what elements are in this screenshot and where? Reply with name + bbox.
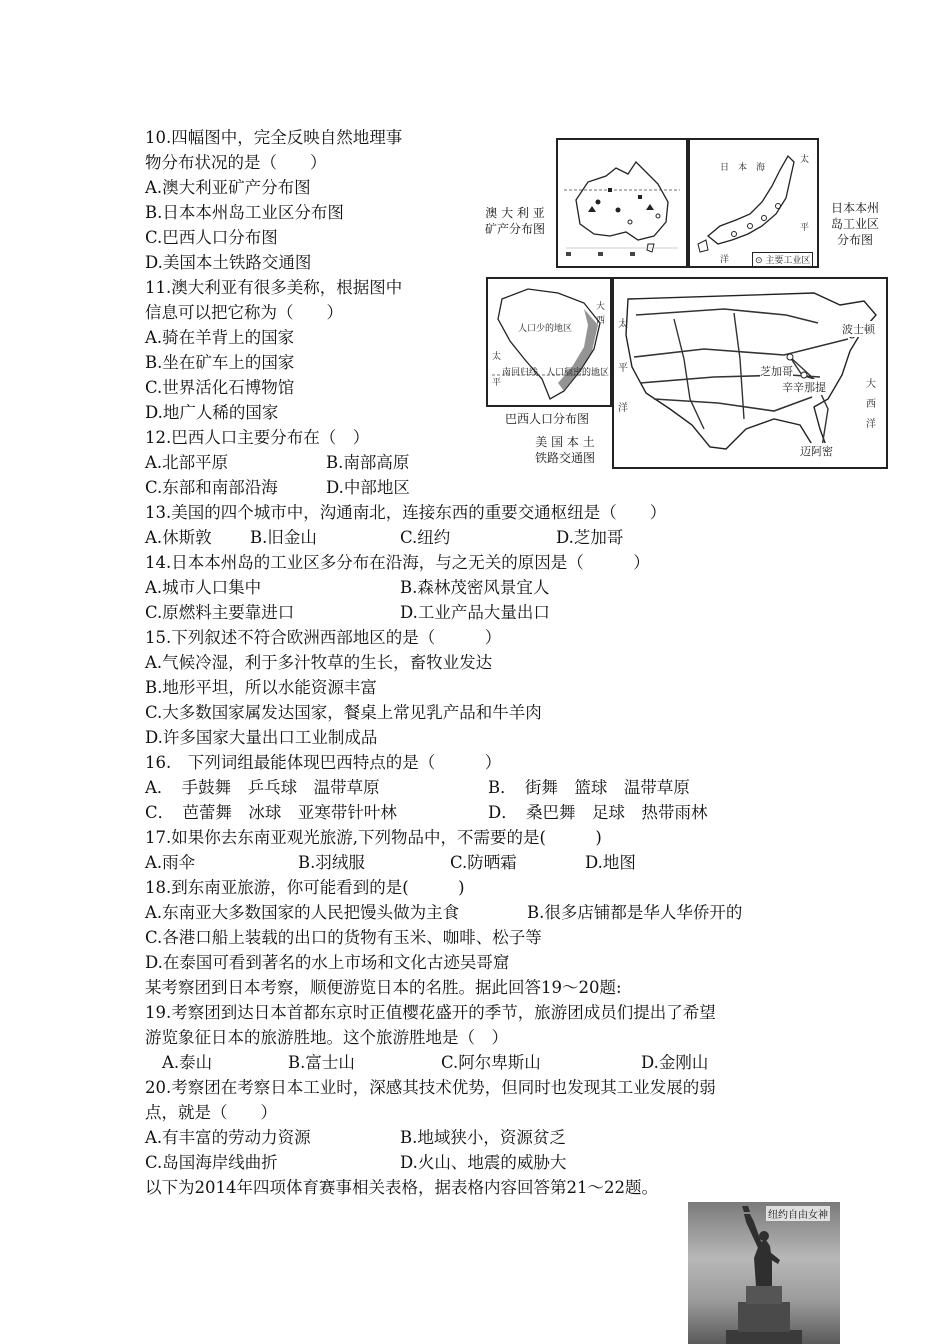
brazil-pacific-label-ping: 平 xyxy=(492,378,502,388)
q13-option-b: B.旧金山 xyxy=(250,528,317,547)
usa-atlantic-label-da: 大 xyxy=(866,379,876,390)
q10-stem-line2: 物分布状况的是（ ） xyxy=(145,153,327,172)
statue-silhouette-svg xyxy=(688,1202,840,1344)
q19-stem-line1: 19.考察团到达日本首都东京时正值樱花盛开的季节，旅游团成员们提出了希望 xyxy=(145,1003,716,1022)
q16-option-c: C． 芭蕾舞 冰球 亚寒带针叶林 xyxy=(145,803,397,822)
q17-option-c: C.防晒霜 xyxy=(450,853,517,872)
brazil-outline-svg xyxy=(488,279,610,405)
australia-map-caption: 澳 大 利 亚 矿产分布图 xyxy=(484,206,545,236)
q15-option-c: C.大多数国家属发达国家，餐桌上常见乳产品和牛羊肉 xyxy=(145,703,542,722)
q14-option-a: A.城市人口集中 xyxy=(145,578,262,597)
q19-option-b: B.富士山 xyxy=(288,1053,355,1072)
q11-stem-line1: 11.澳大利亚有很多美称，根据图中 xyxy=(145,278,403,297)
brazil-atlantic-label-xi: 西 xyxy=(596,316,606,326)
usa-map-caption: 美 国 本 土 铁路交通图 xyxy=(534,435,595,465)
q15-stem: 15.下列叙述不符合欧洲西部地区的是（ ） xyxy=(145,628,502,647)
q15-option-d: D.许多国家大量出口工业制成品 xyxy=(145,728,378,747)
q12-stem: 12.巴西人口主要分布在（ ） xyxy=(145,428,370,447)
q11-option-c: C.世界活化石博物馆 xyxy=(145,378,295,397)
japan-map-caption: 日本本州 岛工业区 分布图 xyxy=(830,201,879,247)
japan-legend: ⊙ 主要工业区 xyxy=(752,252,813,267)
q11-stem-line2: 信息可以把它称为（ ） xyxy=(145,303,343,322)
q14-option-b: B.森林茂密风景宜人 xyxy=(400,578,550,597)
q13-option-a: A.休斯敦 xyxy=(145,528,212,547)
q15-option-a: A.气候冷湿，利于多汁牧草的生长，畜牧业发达 xyxy=(145,653,493,672)
q10-option-c: C.巴西人口分布图 xyxy=(145,228,278,247)
usa-atlantic-label-yang: 洋 xyxy=(866,419,876,430)
q19-stem-line2: 游览象征日本的旅游胜地。这个旅游胜地是（ ） xyxy=(145,1028,508,1047)
q10-stem-line1: 10.四幅图中，完全反映自然地理事 xyxy=(145,128,403,147)
q18-option-a: A.东南亚大多数国家的人民把馒头做为主食 xyxy=(145,903,460,922)
q15-option-b: B.地形平坦，所以水能资源丰富 xyxy=(145,678,377,697)
usa-chicago-label: 芝加哥 xyxy=(760,365,793,378)
q19-option-d: D.金刚山 xyxy=(641,1053,709,1072)
q11-option-b: B.坐在矿车上的国家 xyxy=(145,353,295,372)
q12-option-a: A.北部平原 xyxy=(145,453,229,472)
q17-stem: 17.如果你去东南亚观光旅游,下列物品中，不需要的是( ) xyxy=(145,828,602,847)
brazil-population-map xyxy=(486,277,612,407)
q16-stem: 16. 下列词组最能体现巴西特点的是（ ） xyxy=(145,753,502,772)
brazil-atlantic-label-da: 大 xyxy=(596,302,606,312)
q14-stem: 14.日本本州岛的工业区多分布在沿海，与之无关的原因是（ ） xyxy=(145,553,650,572)
usa-atlantic-label-xi: 西 xyxy=(866,399,876,410)
japan-industry-map xyxy=(688,138,819,268)
q19-20-intro: 某考察团到日本考察，顺便游览日本的名胜。据此回答19～20题: xyxy=(145,978,622,997)
brazil-sparse-label: 人口少的地区 xyxy=(518,324,573,334)
usa-cincinnati-label: 辛辛那提 xyxy=(782,381,826,394)
q13-option-c: C.纽约 xyxy=(400,528,451,547)
photo-caption: 纽约自由女神 xyxy=(766,1206,830,1221)
q17-option-a: A.雨伞 xyxy=(145,853,196,872)
brazil-tropic-label: 南回归线 xyxy=(502,368,539,378)
q14-option-d: D.工业产品大量出口 xyxy=(400,603,550,622)
japan-pacific-label-tai: 太 xyxy=(800,155,810,165)
q18-stem: 18.到东南亚旅游，你可能看到的是( ) xyxy=(145,878,465,897)
q13-option-d: D.芝加哥 xyxy=(556,528,624,547)
q16-option-a: A． 手鼓舞 乒乓球 温带草原 xyxy=(145,778,380,797)
usa-miami-label: 迈阿密 xyxy=(800,445,833,458)
usa-railway-map xyxy=(612,277,888,469)
q11-option-a: A.骑在羊背上的国家 xyxy=(145,328,295,347)
japan-pacific-label-yang: 洋 xyxy=(720,255,730,265)
q12-option-b: B.南部高原 xyxy=(326,453,410,472)
australia-outline-svg xyxy=(558,140,686,266)
australia-mineral-map xyxy=(556,138,688,268)
brazil-map-caption: 巴西人口分布图 xyxy=(505,412,590,426)
usa-pacific-label-ping: 平 xyxy=(618,363,628,374)
q12-option-d: D.中部地区 xyxy=(326,478,410,497)
q20-option-c: C.岛国海岸线曲折 xyxy=(145,1153,278,1172)
q17-option-b: B.羽绒服 xyxy=(298,853,365,872)
japan-outline-svg xyxy=(690,140,817,266)
q18-option-b: B.很多店铺都是华人华侨开的 xyxy=(527,903,743,922)
q10-option-d: D.美国本土铁路交通图 xyxy=(145,253,312,272)
usa-outline-svg xyxy=(614,279,886,467)
japan-sea-label: 日 本 海 xyxy=(720,163,766,173)
q19-option-c: C.阿尔卑斯山 xyxy=(441,1053,541,1072)
usa-pacific-label-tai: 太 xyxy=(618,319,628,330)
q18-option-c: C.各港口船上装载的出口的货物有玉米、咖啡、松子等 xyxy=(145,928,542,947)
q13-stem: 13.美国的四个城市中，沟通南北，连接东西的重要交通枢纽是（ ） xyxy=(145,503,667,522)
q16-option-d: D． 桑巴舞 足球 热带雨林 xyxy=(488,803,708,822)
q18-option-d: D.在泰国可看到著名的水上市场和文化古迹吴哥窟 xyxy=(145,953,510,972)
q14-option-c: C.原燃料主要靠进口 xyxy=(145,603,295,622)
q20-stem-line2: 点，就是（ ） xyxy=(145,1103,277,1122)
usa-boston-label: 波士顿 xyxy=(842,323,875,336)
q11-option-d: D.地广人稀的国家 xyxy=(145,403,279,422)
japan-pacific-label-ping: 平 xyxy=(800,223,810,233)
statue-of-liberty-photo xyxy=(688,1202,840,1344)
usa-pacific-label-yang: 洋 xyxy=(618,403,628,414)
q19-option-a: A.泰山 xyxy=(162,1053,213,1072)
q20-option-b: B.地域狭小，资源贫乏 xyxy=(400,1128,566,1147)
q16-option-b: B． 街舞 篮球 温带草原 xyxy=(488,778,690,797)
q20-stem-line1: 20.考察团在考察日本工业时，深感其技术优势，但同时也发现其工业发展的弱 xyxy=(145,1078,716,1097)
q10-option-b: B.日本本州岛工业区分布图 xyxy=(145,203,344,222)
q17-option-d: D.地图 xyxy=(585,853,636,872)
q20-option-a: A.有丰富的劳动力资源 xyxy=(145,1128,311,1147)
q10-option-a: A.澳大利亚矿产分布图 xyxy=(145,178,311,197)
brazil-pacific-label-tai: 太 xyxy=(492,352,502,362)
q12-option-c: C.东部和南部沿海 xyxy=(145,478,278,497)
q21-22-intro: 以下为2014年四项体育赛事相关表格，据表格内容回答第21～22题。 xyxy=(145,1178,658,1197)
q20-option-d: D.火山、地震的威胁大 xyxy=(400,1153,567,1172)
brazil-dense-label: 人口稠密的地区 xyxy=(546,368,610,378)
